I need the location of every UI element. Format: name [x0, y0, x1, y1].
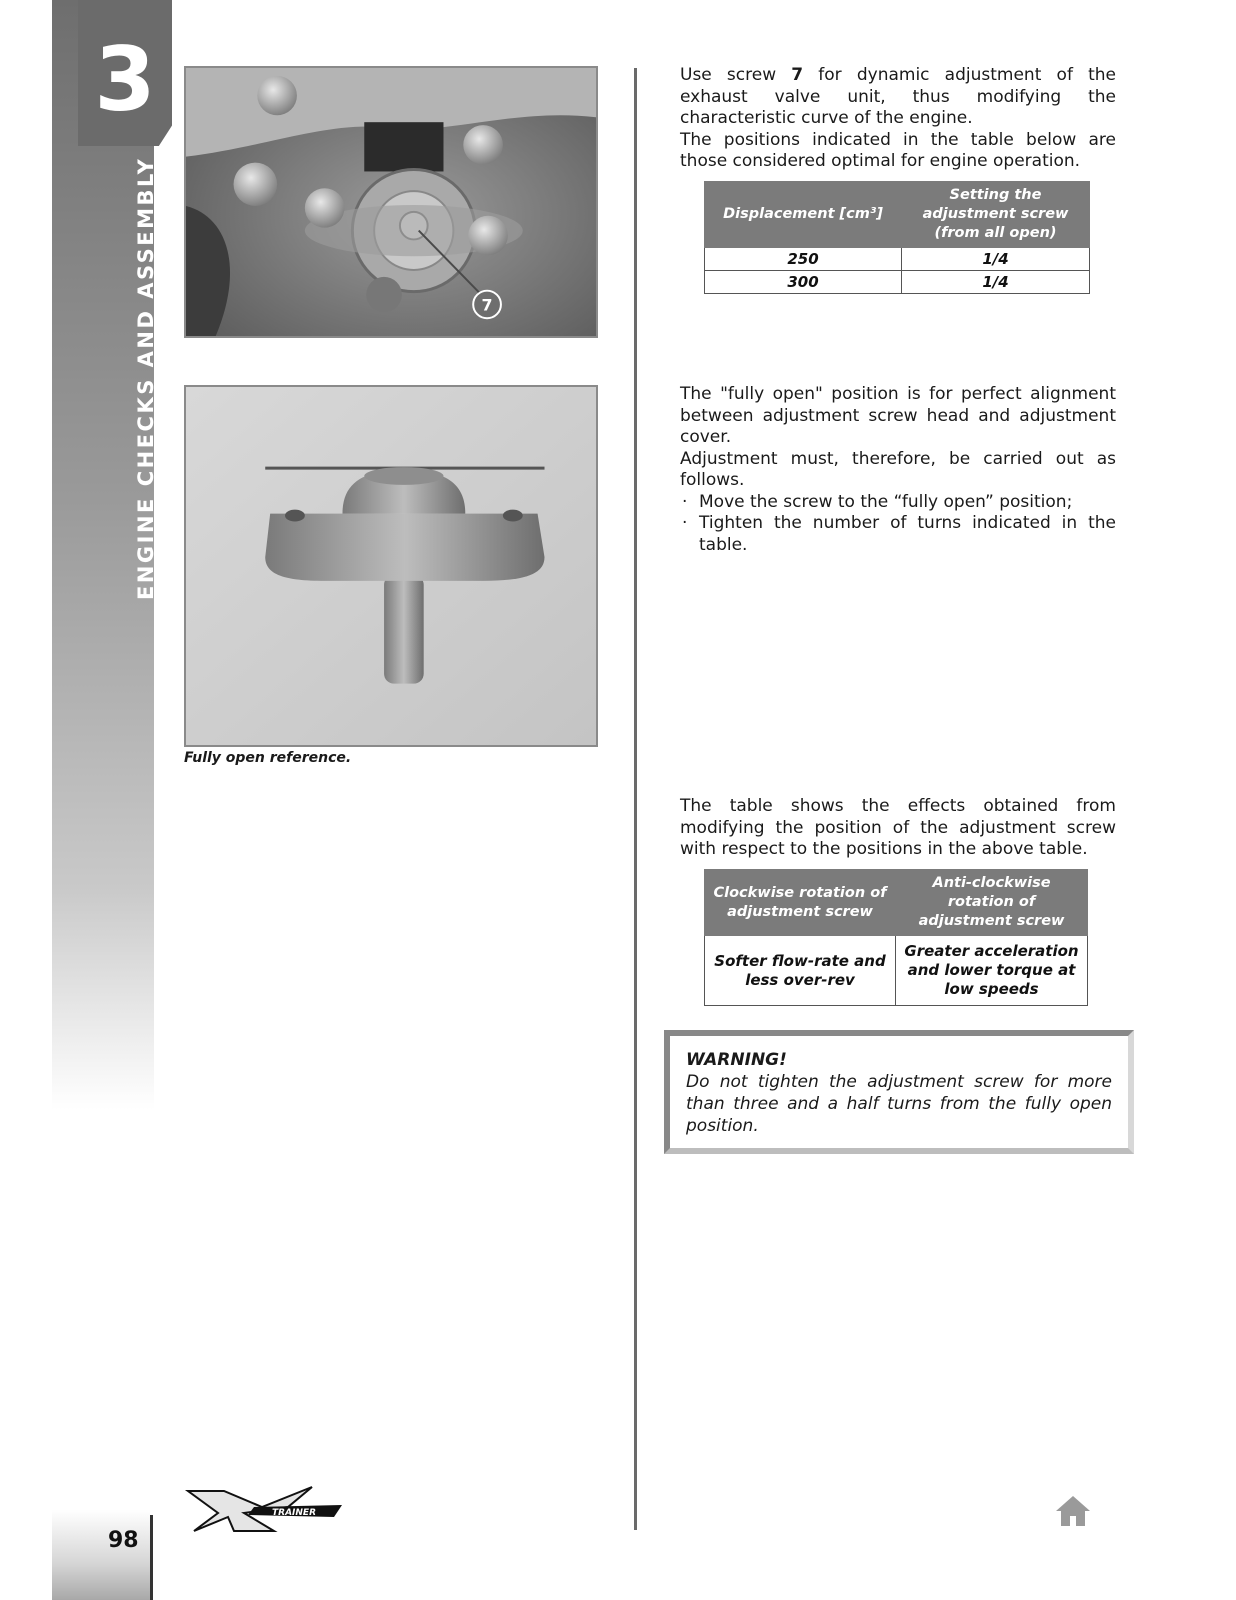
warning-title: WARNING! — [686, 1050, 787, 1070]
x-trainer-logo — [184, 1485, 344, 1533]
table1-header-displacement: Displacement [cm³] — [705, 182, 902, 248]
callout-7: 7 — [481, 295, 493, 315]
svg-text:TRAINER: TRAINER — [272, 1508, 316, 1518]
list-item: · Move the screw to the “fully open” position; — [680, 492, 1116, 514]
warning-text: Do not tighten the adjustment screw for more than three and a half turns from the fully open position. — [686, 1072, 1112, 1136]
intro-paragraph: Use screw 7 for dynamic adjustment of the exhaust valve unit, thus modifying the characteristic curve of the engine. The positions indicated in the table below are those considered optimal for engine operation. — [680, 65, 1116, 171]
fully-open-paragraph: The "fully open" position is for perfect alignment between adjustment screw head and adjustment cover. Adjustment must, therefore, be carried out as follows. · Move the screw to the “fully open” position; · Tighten the number of turns indicated in the table. — [680, 384, 1116, 556]
steps-list — [680, 492, 1116, 557]
figure-caption: Fully open reference. — [184, 750, 352, 766]
warning-box — [664, 1030, 1134, 1154]
effects-table — [704, 869, 1088, 1006]
page-number: 98 — [108, 1528, 139, 1553]
settings-table — [704, 181, 1090, 294]
table1-header-setting: Setting the adjustment screw (from all open) — [902, 182, 1090, 248]
list-item: · Tighten the number of turns indicated in the table. — [680, 513, 1116, 556]
footer-band — [52, 1510, 150, 1600]
chapter-number: 3 — [94, 28, 156, 131]
table2-header-anticlockwise: Anti-clockwise rotation of adjustment screw — [896, 870, 1088, 936]
table2-header-clockwise: Clockwise rotation of adjustment screw — [705, 870, 896, 936]
table-row: Softer flow-rate and less over-rev Greater acceleration and lower torque at low speeds — [705, 936, 1088, 1006]
column-divider — [634, 68, 637, 1530]
table-row: 300 1/4 — [705, 271, 1090, 294]
table-row: 250 1/4 — [705, 248, 1090, 271]
chapter-title: ENGINE CHECKS AND ASSEMBLY — [134, 156, 158, 600]
photo-fully-open-reference — [184, 385, 598, 747]
effects-paragraph: The table shows the effects obtained from modifying the position of the adjustment screw with respect to the positions in the above table. — [680, 796, 1116, 859]
footer-rule — [150, 1515, 153, 1600]
home-icon[interactable] — [1054, 1494, 1092, 1528]
photo-valve-cover — [184, 66, 598, 338]
